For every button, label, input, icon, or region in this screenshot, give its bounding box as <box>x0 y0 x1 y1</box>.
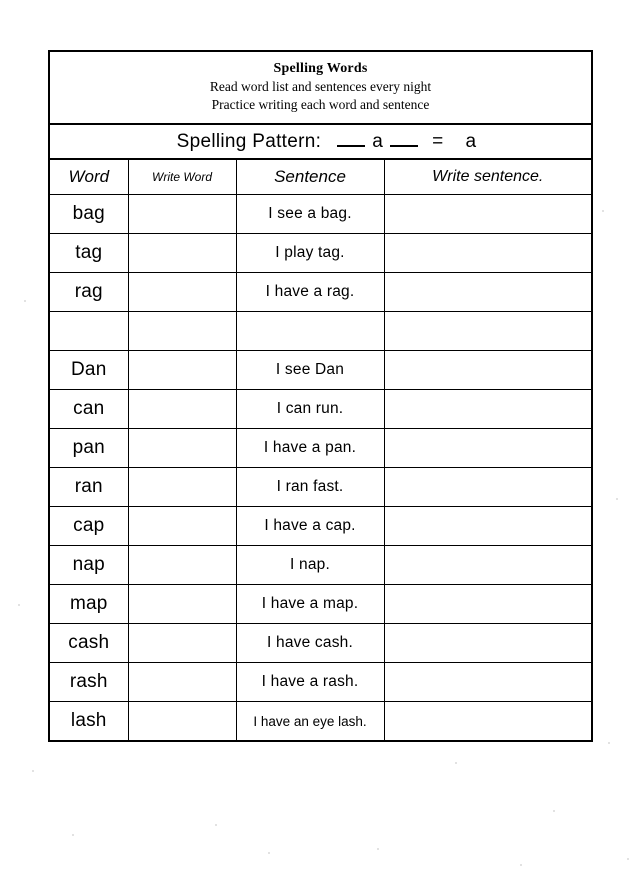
word-cell: tag <box>50 234 128 273</box>
spelling-worksheet <box>48 50 593 742</box>
sentence-cell: I have a map. <box>236 585 384 624</box>
write-word-answer-cell[interactable] <box>128 585 236 624</box>
write-sentence-answer-cell[interactable] <box>384 624 591 663</box>
write-sentence-answer-cell[interactable] <box>384 507 591 546</box>
sentence-cell: I see Dan <box>236 351 384 390</box>
spelling-table <box>50 160 591 740</box>
write-word-answer-cell[interactable] <box>128 624 236 663</box>
table-row <box>50 312 591 351</box>
word-cell: cash <box>50 624 128 663</box>
table-header-row <box>50 160 591 195</box>
word-cell: rash <box>50 663 128 702</box>
word-cell: rag <box>50 273 128 312</box>
write-sentence-answer-cell[interactable] <box>384 663 591 702</box>
pattern-blank-2 <box>390 132 418 147</box>
word-cell: ran <box>50 468 128 507</box>
sentence-cell: I have cash. <box>236 624 384 663</box>
write-sentence-answer-cell[interactable] <box>384 195 591 234</box>
table-row <box>50 234 591 273</box>
write-sentence-answer-cell[interactable] <box>384 585 591 624</box>
blank-row-cell <box>236 312 384 351</box>
sentence-cell: I have an eye lash. <box>236 702 384 741</box>
spelling-pattern <box>177 131 477 153</box>
table-row <box>50 273 591 312</box>
sentence-cell: I can run. <box>236 390 384 429</box>
table-row <box>50 468 591 507</box>
write-sentence-answer-cell[interactable] <box>384 546 591 585</box>
spelling-pattern-row <box>50 125 591 160</box>
column-header-word: Word <box>50 160 128 195</box>
sentence-cell: I see a bag. <box>236 195 384 234</box>
sentence-cell: I play tag. <box>236 234 384 273</box>
table-row <box>50 507 591 546</box>
table-row <box>50 351 591 390</box>
sentence-cell: I have a pan. <box>236 429 384 468</box>
word-cell: Dan <box>50 351 128 390</box>
sentence-cell: I nap. <box>236 546 384 585</box>
column-header-write-word: Write Word <box>128 160 236 195</box>
write-sentence-answer-cell[interactable] <box>384 468 591 507</box>
write-word-answer-cell[interactable] <box>128 273 236 312</box>
write-sentence-answer-cell[interactable] <box>384 234 591 273</box>
table-row <box>50 195 591 234</box>
blank-row-cell <box>50 312 128 351</box>
write-word-answer-cell[interactable] <box>128 429 236 468</box>
write-word-answer-cell[interactable] <box>128 546 236 585</box>
column-header-write-sentence: Write sentence. <box>384 160 591 195</box>
pattern-equals-sign: = <box>432 130 444 152</box>
word-cell: bag <box>50 195 128 234</box>
write-word-answer-cell[interactable] <box>128 468 236 507</box>
write-sentence-answer-cell[interactable] <box>384 351 591 390</box>
write-word-answer-cell[interactable] <box>128 663 236 702</box>
write-sentence-answer-cell[interactable] <box>384 273 591 312</box>
pattern-result: a <box>465 130 477 152</box>
write-sentence-answer-cell[interactable] <box>384 312 591 351</box>
word-cell: map <box>50 585 128 624</box>
write-word-answer-cell[interactable] <box>128 312 236 351</box>
table-row <box>50 546 591 585</box>
write-sentence-answer-cell[interactable] <box>384 429 591 468</box>
word-cell: pan <box>50 429 128 468</box>
word-cell: cap <box>50 507 128 546</box>
worksheet-title: Spelling Words <box>273 60 368 76</box>
spelling-pattern-label: Spelling Pattern: <box>176 130 322 152</box>
write-word-answer-cell[interactable] <box>128 390 236 429</box>
table-row <box>50 624 591 663</box>
write-word-answer-cell[interactable] <box>128 351 236 390</box>
sentence-cell: I have a rag. <box>236 273 384 312</box>
sentence-cell: I ran fast. <box>236 468 384 507</box>
sentence-cell: I have a rash. <box>236 663 384 702</box>
instruction-line-2: Practice writing each word and sentence <box>211 96 430 112</box>
table-row <box>50 663 591 702</box>
instruction-line-1: Read word list and sentences every night <box>209 78 432 94</box>
table-row <box>50 429 591 468</box>
worksheet-header <box>50 52 591 125</box>
sentence-cell: I have a cap. <box>236 507 384 546</box>
write-word-answer-cell[interactable] <box>128 702 236 741</box>
write-word-answer-cell[interactable] <box>128 507 236 546</box>
pattern-blank-1 <box>337 132 365 147</box>
write-sentence-answer-cell[interactable] <box>384 390 591 429</box>
word-cell: nap <box>50 546 128 585</box>
write-sentence-answer-cell[interactable] <box>384 702 591 741</box>
table-row <box>50 702 591 741</box>
write-word-answer-cell[interactable] <box>128 234 236 273</box>
column-header-sentence: Sentence <box>236 160 384 195</box>
write-word-answer-cell[interactable] <box>128 195 236 234</box>
word-cell: lash <box>50 702 128 741</box>
pattern-vowel: a <box>372 130 384 152</box>
word-cell: can <box>50 390 128 429</box>
table-row <box>50 390 591 429</box>
table-row <box>50 585 591 624</box>
